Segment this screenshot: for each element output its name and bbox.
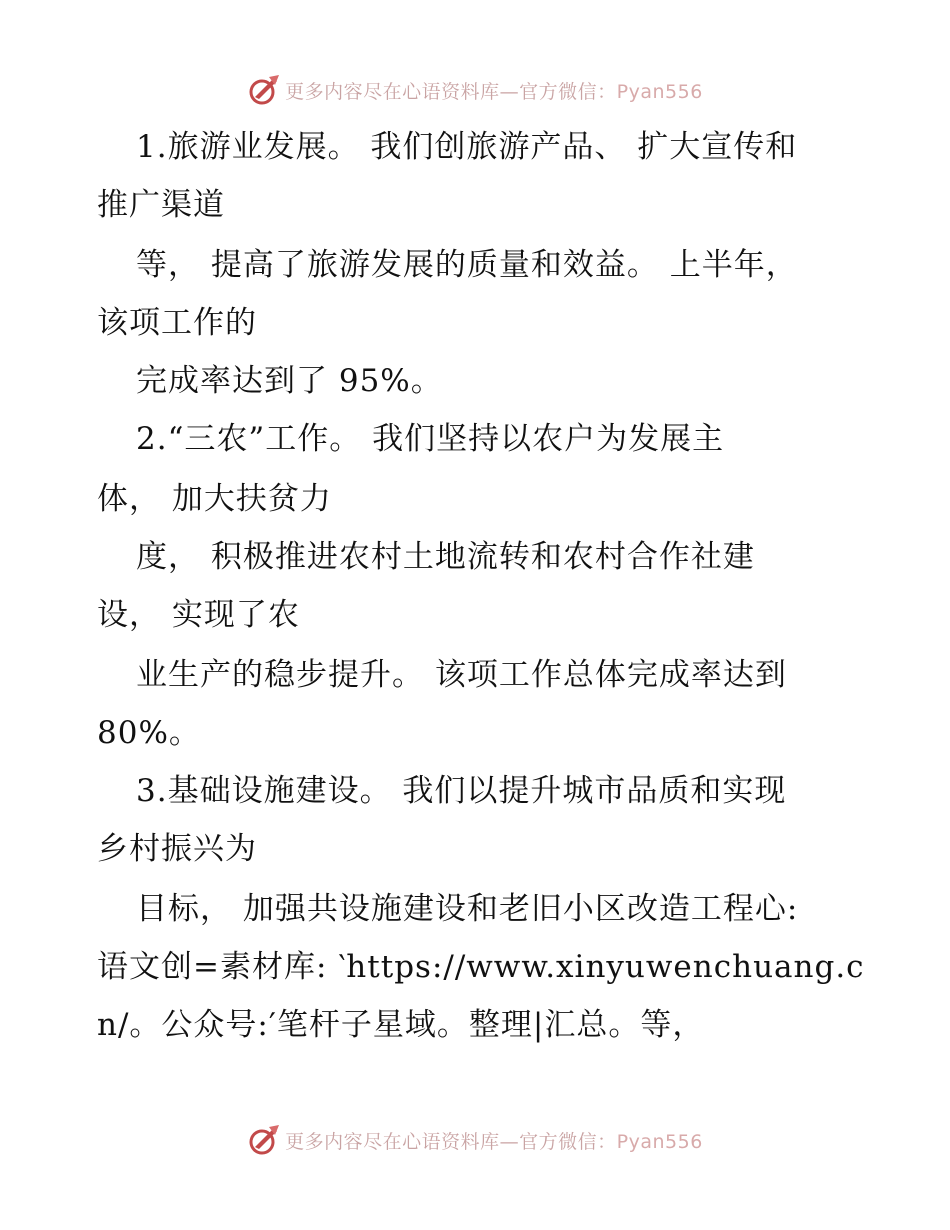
text-line: 乡村振兴为 bbox=[97, 831, 257, 867]
text-line: 推广渠道 bbox=[97, 187, 225, 223]
quill-logo-icon bbox=[247, 73, 281, 107]
text-line: n/。公众号:′笔杆子星域。整理|汇总。等， bbox=[97, 1007, 705, 1043]
text-line: 目标， 加强共设施建设和老旧小区改造工程心: bbox=[136, 891, 799, 927]
banner-label: 更多内容尽在心语资料库—官方微信： bbox=[285, 1130, 617, 1153]
text-line: 该项工作的 bbox=[97, 305, 257, 341]
wechat-id: Pyan556 bbox=[616, 1130, 703, 1153]
text-line: 设， 实现了农 bbox=[97, 597, 300, 633]
text-line: 业生产的稳步提升。 该项工作总体完成率达到 bbox=[136, 657, 787, 693]
banner-text bbox=[285, 1127, 703, 1154]
text-line: 3.基础设施建设。 我们以提升城市品质和实现 bbox=[136, 773, 787, 809]
footer-banner bbox=[0, 1120, 950, 1160]
text-line: 80%。 bbox=[97, 715, 201, 751]
banner-text bbox=[285, 77, 703, 104]
wechat-id: Pyan556 bbox=[616, 80, 703, 103]
text-line: 等， 提高了旅游发展的质量和效益。 上半年， bbox=[136, 247, 798, 283]
text-line: 语文创=素材库: ‵https://www.xinyuwenchuang.c bbox=[97, 949, 865, 985]
text-line: 2.“三农”工作。 我们坚持以农户为发展主 bbox=[136, 421, 725, 457]
quill-logo-icon bbox=[247, 1123, 281, 1157]
text-line: 完成率达到了 95%。 bbox=[136, 363, 443, 399]
text-line: 度， 积极推进农村土地流转和农村合作社建 bbox=[136, 539, 755, 575]
header-banner bbox=[0, 70, 950, 110]
text-line: 1.旅游业发展。 我们创旅游产品、 扩大宣传和 bbox=[136, 129, 798, 165]
banner-label: 更多内容尽在心语资料库—官方微信： bbox=[285, 80, 617, 103]
text-line: 体， 加大扶贫力 bbox=[97, 481, 332, 517]
